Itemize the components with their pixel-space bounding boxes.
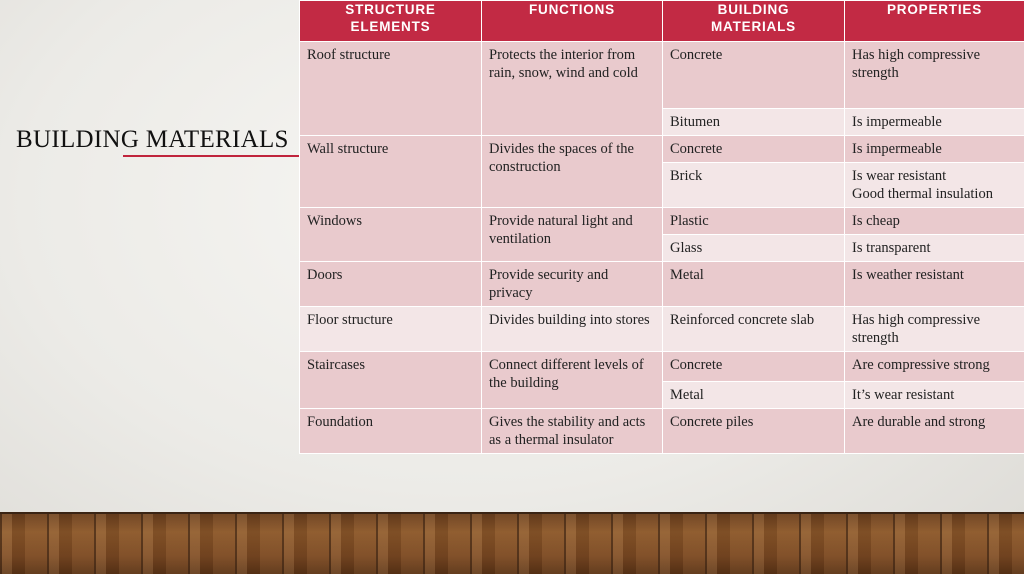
property-text: Is impermeable: [852, 114, 942, 130]
header-structure-elements: [300, 1, 482, 42]
title-underline: [123, 155, 300, 157]
property-cell: [845, 262, 1024, 307]
header-building-materials: [663, 1, 845, 42]
table-row: [300, 307, 1024, 352]
material-cell: Concrete: [663, 136, 845, 163]
property-cell: [845, 352, 1024, 382]
header-text: STRUCTURE: [345, 2, 436, 17]
materials-table: [299, 0, 1024, 454]
element-cell: Wall structure: [300, 136, 482, 208]
function-cell: Protects the interior from rain, snow, wind and cold: [482, 42, 663, 136]
function-cell: Divides building into stores: [482, 307, 663, 352]
property-cell: [845, 409, 1024, 454]
table-row: [300, 409, 1024, 454]
header-text: PROPERTIES: [886, 2, 983, 17]
material-cell: Bitumen: [663, 109, 845, 136]
header-text: FUNCTIONS: [529, 2, 615, 17]
header-text: ELEMENTS: [350, 19, 431, 34]
property-text: Is impermeable: [852, 141, 942, 157]
header-functions: [482, 1, 663, 42]
header-text: MATERIALS: [711, 19, 796, 34]
property-text: Is cheap: [852, 213, 900, 229]
element-cell: Roof structure: [300, 42, 482, 136]
material-cell: Brick: [663, 163, 845, 208]
function-cell: Divides the spaces of the construction: [482, 136, 663, 208]
function-cell: Provide security and privacy: [482, 262, 663, 307]
table-header-row: [300, 1, 1024, 42]
element-cell: Floor structure: [300, 307, 482, 352]
function-cell: Connect different levels of the building: [482, 352, 663, 409]
material-cell: Concrete piles: [663, 409, 845, 454]
table-row: [300, 136, 1024, 163]
property-text: Is wear resistant: [852, 168, 947, 184]
property-text: Is transparent: [852, 240, 931, 256]
element-cell: Foundation: [300, 409, 482, 454]
property-cell: [845, 109, 1024, 136]
property-text: Has high compressive strength: [852, 312, 981, 346]
header-text: BUILDING: [717, 2, 790, 17]
property-text: It’s wear resistant: [852, 387, 955, 403]
property-cell: [845, 307, 1024, 352]
property-cell: [845, 163, 1024, 208]
property-cell: [845, 42, 1024, 109]
slide-title: BUILDING MATERIALS: [16, 126, 289, 153]
property-cell: [845, 136, 1024, 163]
material-cell: Reinforced concrete slab: [663, 307, 845, 352]
material-cell: Glass: [663, 235, 845, 262]
function-cell: Provide natural light and ventilation: [482, 208, 663, 262]
table-row: [300, 262, 1024, 307]
property-text: Are compressive strong: [852, 357, 990, 373]
property-cell: [845, 382, 1024, 409]
material-cell: Concrete: [663, 42, 845, 109]
table-row: [300, 42, 1024, 109]
table-row: [300, 352, 1024, 382]
property-cell: [845, 235, 1024, 262]
element-cell: Staircases: [300, 352, 482, 409]
property-text: Good thermal insulation: [852, 186, 993, 202]
wooden-floor-decoration: [0, 514, 1024, 574]
material-cell: Plastic: [663, 208, 845, 235]
property-cell: [845, 208, 1024, 235]
property-text: Are durable and strong: [852, 414, 986, 430]
property-text: Is weather resistant: [852, 267, 964, 283]
function-cell: Gives the stability and acts as a thermal insulator: [482, 409, 663, 454]
element-cell: Doors: [300, 262, 482, 307]
header-properties: [845, 1, 1024, 42]
material-cell: Concrete: [663, 352, 845, 382]
material-cell: Metal: [663, 262, 845, 307]
element-cell: Windows: [300, 208, 482, 262]
material-cell: Metal: [663, 382, 845, 409]
property-text: Has high compressive strength: [852, 47, 981, 81]
table-row: [300, 208, 1024, 235]
